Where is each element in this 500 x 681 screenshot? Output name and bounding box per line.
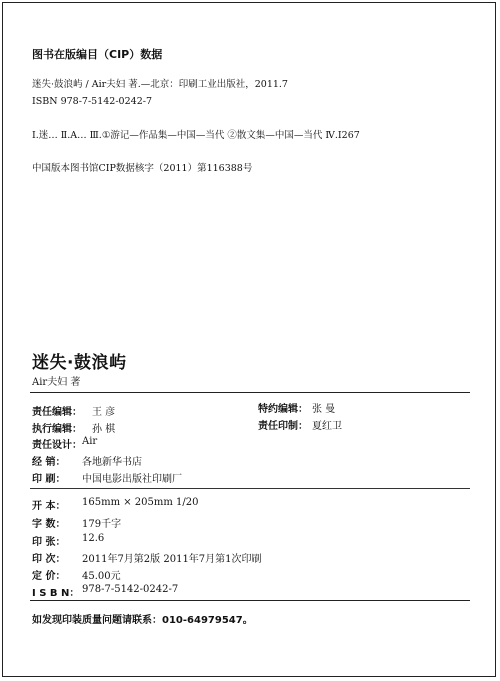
design-label: 责任设计：: [32, 440, 82, 451]
quality-contact-notice: 如发现印装质量问题请联系：010-64979547。: [32, 615, 253, 626]
print-responsible-label: 责任印制：: [258, 421, 308, 432]
special-editor-value: 张 曼: [312, 404, 336, 415]
cip-line-title: 迷失·鼓浪屿 / Air夫妇 著.—北京：印刷工业出版社，2011.7: [32, 79, 288, 90]
editor-label: 责任编辑：: [32, 407, 82, 418]
print-responsible-value: 夏红卫: [312, 421, 342, 432]
special-editor-label: 特约编辑：: [258, 404, 308, 415]
cip-header: 图书在版编目（CIP）数据: [32, 48, 163, 61]
isbn-value: 978-7-5142-0242-7: [82, 584, 179, 595]
edition-label: 印 次：: [32, 554, 66, 565]
cip-line-record-number: 中国版本图书馆CIP数据核字（2011）第116388号: [32, 163, 253, 174]
format-value: 165mm × 205mm 1/20: [82, 497, 199, 508]
word-count-label: 字 数：: [32, 519, 66, 530]
editor-value: 王 彦: [92, 407, 116, 418]
distributor-label: 经 销：: [32, 457, 66, 468]
edition-value: 2011年7月第2版 2011年7月第1次印刷: [82, 554, 262, 565]
book-author: Air夫妇 著: [32, 377, 81, 388]
cip-line-classification: Ⅰ.迷… Ⅱ.A… Ⅲ.①游记—作品集—中国—当代 ②散文集—中国—当代 Ⅳ.I267: [32, 130, 360, 141]
printer-value: 中国电影出版社印刷厂: [82, 474, 182, 485]
format-label: 开 本：: [32, 501, 66, 512]
price-value: 45.00元: [82, 571, 121, 582]
sheets-label: 印 张：: [32, 537, 66, 548]
distributor-value: 各地新华书店: [82, 457, 142, 468]
divider-bottom: [30, 600, 470, 601]
price-label: 定 价：: [32, 571, 66, 582]
divider-top: [30, 392, 470, 393]
isbn-label: I S B N：: [32, 588, 80, 599]
book-title: 迷失·鼓浪屿: [32, 353, 127, 373]
sheets-value: 12.6: [82, 533, 105, 544]
printer-label: 印 刷：: [32, 474, 66, 485]
design-value: Air: [82, 436, 98, 447]
exec-editor-value: 孙 棋: [92, 424, 116, 435]
word-count-value: 179千字: [82, 519, 122, 530]
cip-line-isbn: ISBN 978-7-5142-0242-7: [32, 96, 152, 107]
divider-middle: [30, 488, 470, 489]
exec-editor-label: 执行编辑：: [32, 424, 82, 435]
